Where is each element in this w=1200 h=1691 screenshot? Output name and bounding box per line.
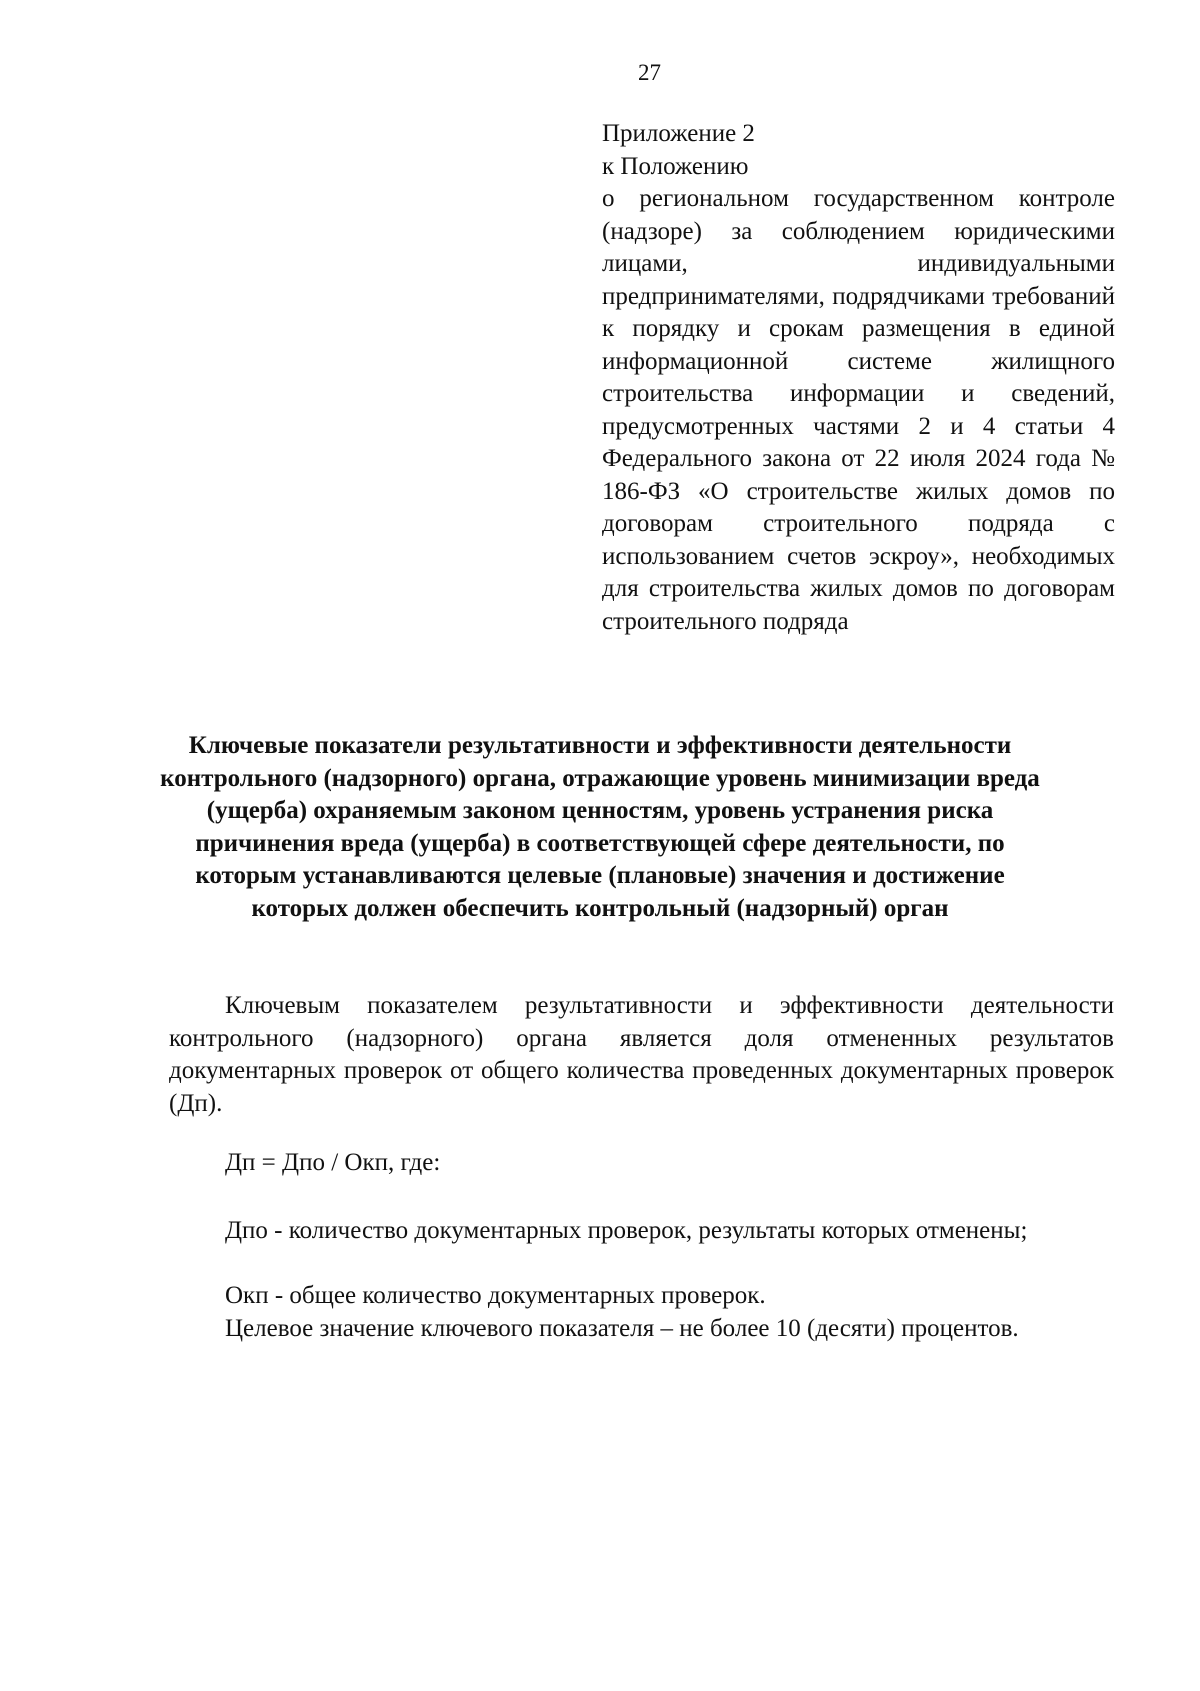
appendix-description: о региональном государственном контроле (надзоре) за соблюдением юридическими лицами, индивидуальными предпринимателями, подрядчиками требований к порядку и срокам размещения в единой информационной системе жилищного строительства информации и сведений, предусмотренных частями 2 и 4 статьи 4 Федерального закона от 22 июля 2024 года № 186-ФЗ «О строительстве жилых домов по договорам строительного подряда с использованием счетов эскроу», необходимых для строительства жилых домов по договорам строительного подряда <box>602 185 1115 635</box>
definition-okp: Окп - общее количество документарных проверок. <box>225 1282 766 1309</box>
paragraph-key-indicator: Ключевым показателем результативности и эффективности деятельности контрольного (надзорного) органа является доля отмененных результатов документарных проверок от общего количества проведенных документарных проверок (Дп). <box>169 992 1114 1117</box>
appendix-reference: к Положению <box>602 152 749 180</box>
appendix-header <box>602 118 1115 638</box>
formula: Дп = Дпо / Окп, где: <box>225 1149 441 1176</box>
section-heading: Ключевые показатели результативности и эффективности деятельности контрольного (надзорного) органа, отражающие уровень минимизации вреда (ущерба) охраняемым законом ценностям, уровень устранения риска причинения вреда (ущерба) в соответствующей сфере деятельности, по которым устанавливаются целевые (плановые) значения и достижение которых должен обеспечить контрольный (надзорный) орган <box>160 732 1040 922</box>
definition-dpo: Дпо - количество документарных проверок, результаты которых отменены; <box>225 1217 1028 1244</box>
target-value: Целевое значение ключевого показателя – не более 10 (десяти) процентов. <box>225 1315 1019 1342</box>
appendix-title: Приложение 2 <box>602 120 755 147</box>
page-number: 27 <box>638 60 661 85</box>
